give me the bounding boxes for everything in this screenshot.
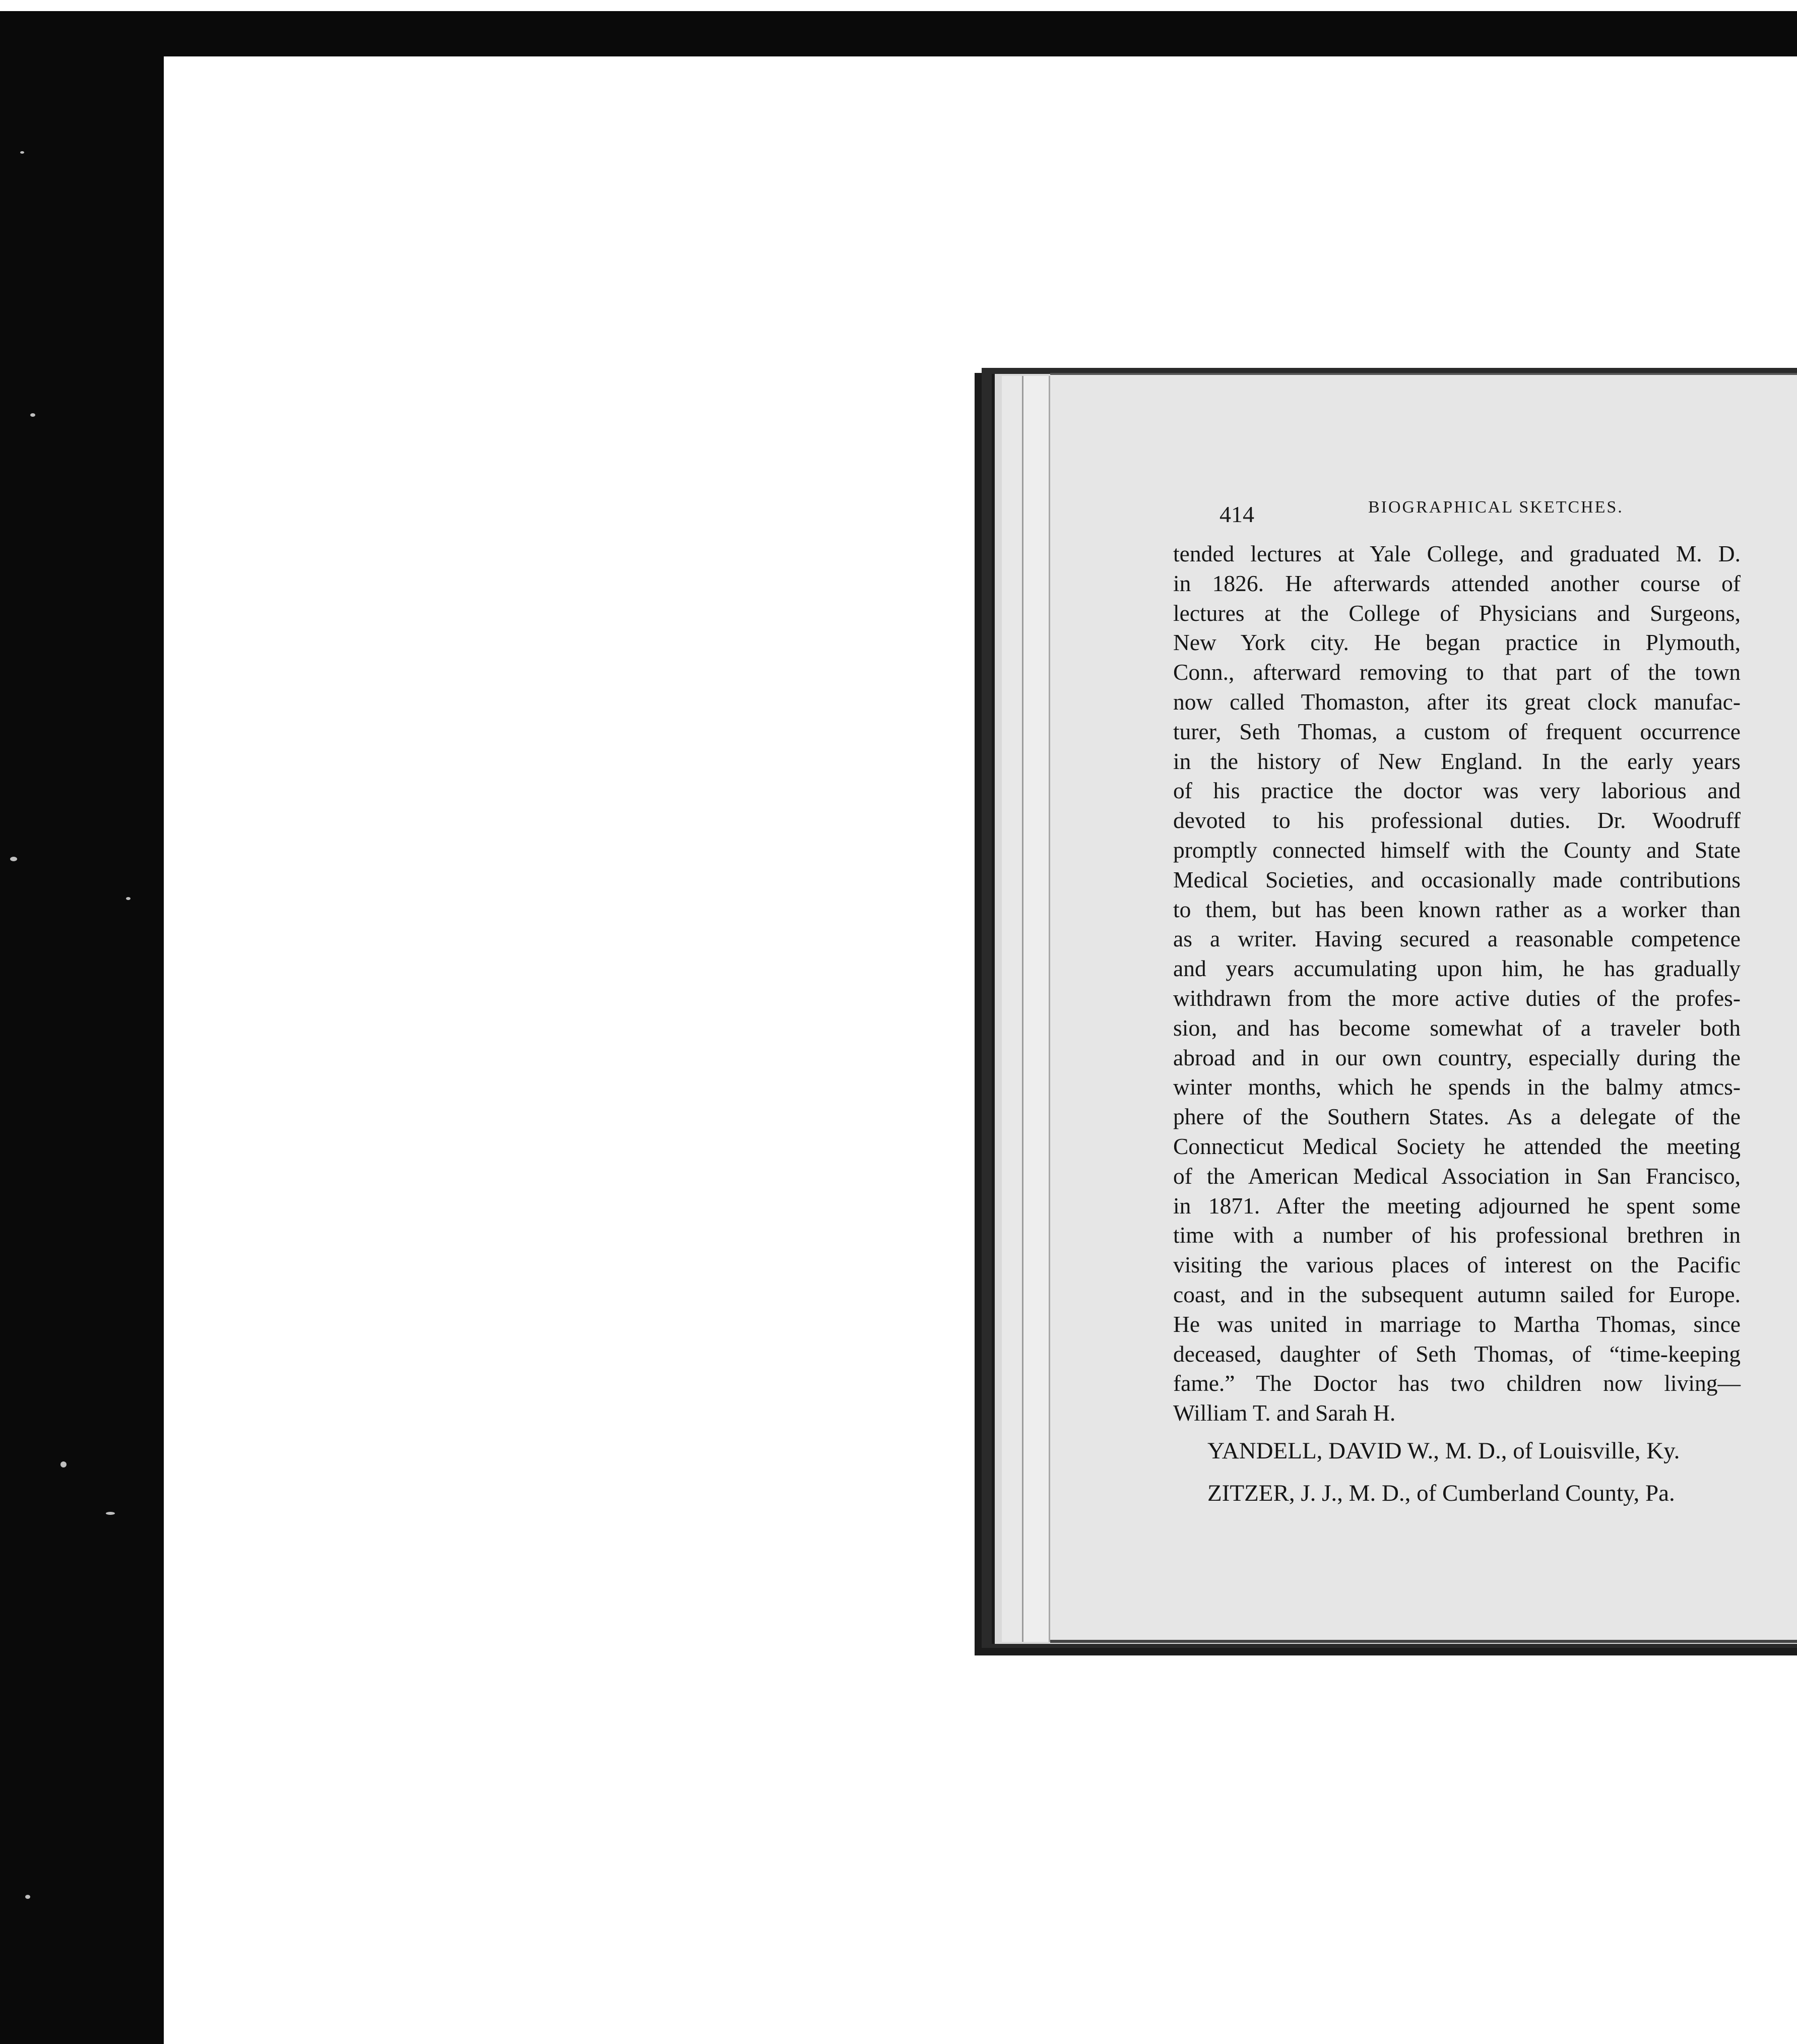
text-line: time with a number of his professional brethren in xyxy=(1173,1222,1741,1248)
biography-entry-heading: ZITZER, J. J., M. D., of Cumberland County, Pa. xyxy=(1207,1480,1675,1506)
text-line: withdrawn from the more active duties of the profes- xyxy=(1173,985,1741,1011)
text-line: phere of the Southern States. As a delegate of the xyxy=(1173,1104,1741,1130)
speck xyxy=(25,1895,30,1899)
text-line: sion, and has become somewhat of a traveler both xyxy=(1173,1014,1741,1041)
text-line: abroad and in our own country, especially during the xyxy=(1173,1044,1741,1070)
biography-entry-heading: YANDELL, DAVID W., M. D., of Louisville, Ky. xyxy=(1207,1438,1680,1464)
text-line: Conn., afterward removing to that part of the town xyxy=(1173,659,1741,685)
text-line: William T. and Sarah H. xyxy=(1173,1400,1396,1426)
running-head: BIOGRAPHICAL SKETCHES. xyxy=(1368,498,1624,517)
text-line: lectures at the College of Physicians and Surgeons, xyxy=(1173,600,1741,626)
text-line: Medical Societies, and occasionally made contributions xyxy=(1173,866,1741,892)
speck xyxy=(60,1461,67,1467)
speck xyxy=(10,857,17,861)
text-line: and years accumulating upon him, he has gradually xyxy=(1173,955,1741,982)
text-line: of the American Medical Association in San Francisco, xyxy=(1173,1163,1741,1189)
film-edge-specks xyxy=(0,0,164,2044)
text-line: devoted to his professional duties. Dr. Woodruff xyxy=(1173,807,1741,834)
text-line: Connecticut Medical Society he attended the meeting xyxy=(1173,1133,1741,1159)
text-line: of his practice the doctor was very laborious and xyxy=(1173,778,1741,804)
page-edge xyxy=(1023,376,1050,1642)
text-line: in 1826. He afterwards attended another course of xyxy=(1173,570,1741,596)
speck xyxy=(126,897,131,900)
text-line: New York city. He began practice in Plymouth, xyxy=(1173,629,1741,656)
text-line: to them, but has been known rather as a worker than xyxy=(1173,896,1741,922)
text-line: in the history of New England. In the early years xyxy=(1173,748,1741,774)
text-line: winter months, which he spends in the balmy atmcs- xyxy=(1173,1074,1741,1100)
biography-paragraph xyxy=(1173,539,1741,1428)
text-line: deceased, daughter of Seth Thomas, of “time-keeping xyxy=(1173,1340,1741,1367)
speck xyxy=(20,151,24,154)
text-line: coast, and in the subsequent autumn sailed for Europe. xyxy=(1173,1281,1741,1307)
page-edge xyxy=(1002,376,1023,1642)
text-line: fame.” The Doctor has two children now living— xyxy=(1173,1370,1741,1396)
text-line: in 1871. After the meeting adjourned he spent some xyxy=(1173,1192,1741,1219)
speck xyxy=(30,413,35,417)
page-number: 414 xyxy=(1220,501,1254,527)
text-line: promptly connected himself with the County and State xyxy=(1173,837,1741,863)
text-line: as a writer. Having secured a reasonable competence xyxy=(1173,926,1741,952)
text-line: He was united in marriage to Martha Thomas, since xyxy=(1173,1311,1741,1337)
text-line: tended lectures at Yale College, and graduated M. D. xyxy=(1173,541,1741,566)
text-line: visiting the various places of interest on the Pacific xyxy=(1173,1252,1741,1278)
speck xyxy=(106,1512,115,1515)
text-line: now called Thomaston, after its great clock manufac- xyxy=(1173,688,1741,715)
film-top-strip xyxy=(0,0,1797,11)
text-line: turer, Seth Thomas, a custom of frequent occurrence xyxy=(1173,718,1741,744)
